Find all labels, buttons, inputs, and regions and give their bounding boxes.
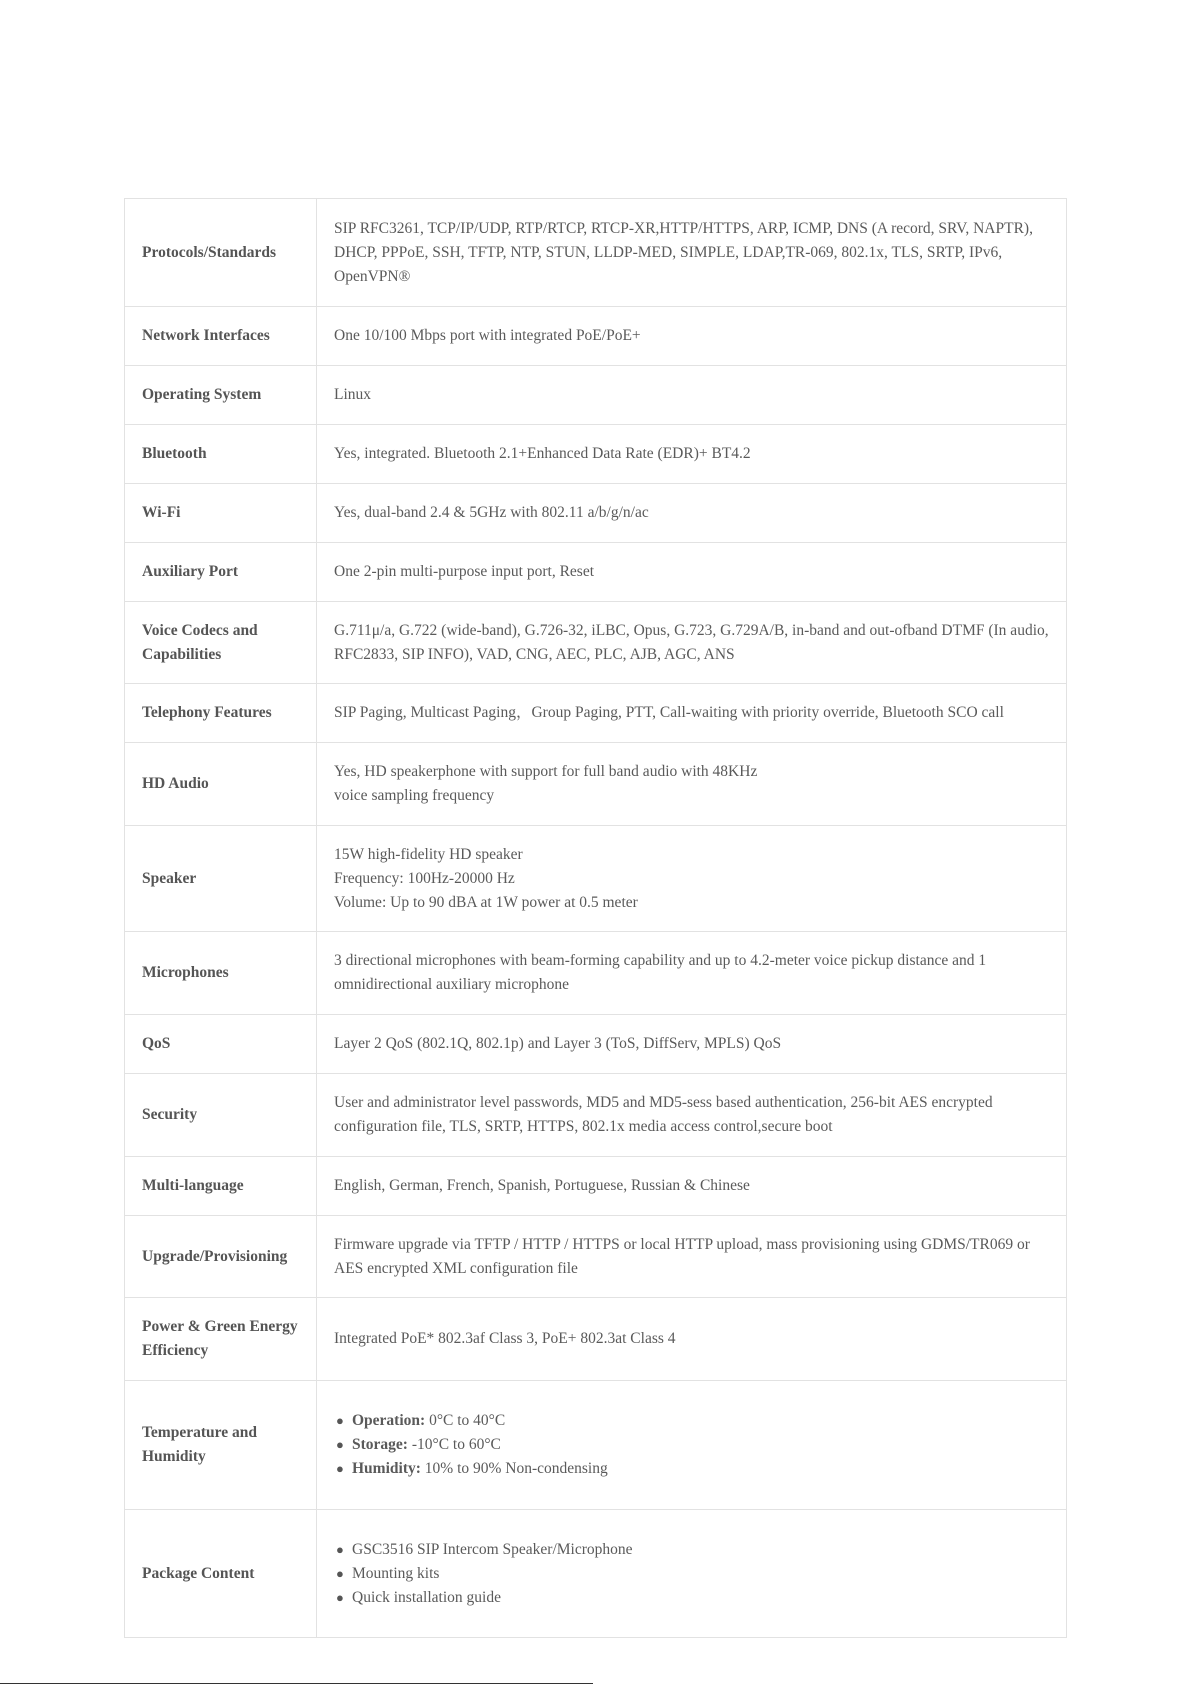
spec-row-security: [125, 1074, 1067, 1157]
spec-label: Network Interfaces: [125, 307, 317, 366]
spec-label: Temperature and Humidity: [125, 1381, 317, 1510]
bullet-text: -10°C to 60°C: [407, 1436, 501, 1453]
spec-label: Power & Green Energy Efficiency: [125, 1298, 317, 1381]
spec-label: Bluetooth: [125, 425, 317, 484]
spec-label: Upgrade/Provisioning: [125, 1216, 317, 1298]
spec-value: [317, 199, 1067, 307]
spec-value-line: English, German, French, Spanish, Portuguese, Russian & Chinese: [334, 1177, 750, 1194]
spec-label: Auxiliary Port: [125, 543, 317, 602]
bullet-item: [334, 1586, 1049, 1610]
bullet-list: [334, 1409, 1049, 1481]
spec-row-upgrade-provisioning: [125, 1216, 1067, 1298]
specifications-table-body: [125, 199, 1067, 1638]
spec-value-line: Volume: Up to 90 dBA at 1W power at 0.5 meter: [334, 893, 638, 911]
spec-value: [317, 1298, 1067, 1381]
spec-row-microphones: [125, 932, 1067, 1015]
spec-value: [317, 1074, 1067, 1157]
spec-value-line: SIP RFC3261, TCP/IP/UDP, RTP/RTCP, RTCP-XR,HTTP/HTTPS, ARP, ICMP, DNS (A record, SRV, NAPTR), DHCP, PPPoE, SSH, TFTP, NTP, STUN, LLDP-MED, SIMPLE, LDAP,TR-069, 802.1x, TLS, SRTP, IPv6, OpenVPN®: [334, 219, 1033, 285]
spec-value-line: Frequency: 100Hz-20000 Hz: [334, 869, 515, 887]
spec-value: [317, 1381, 1067, 1510]
spec-value: [317, 366, 1067, 425]
spec-row-operating-system: [125, 366, 1067, 425]
spec-value: [317, 484, 1067, 543]
spec-value: [317, 684, 1067, 743]
spec-row-wifi: [125, 484, 1067, 543]
spec-value: [317, 602, 1067, 684]
spec-row-auxiliary-port: [125, 543, 1067, 602]
spec-label: Wi-Fi: [125, 484, 317, 543]
bullet-item: [334, 1433, 1049, 1457]
spec-value-line: Firmware upgrade via TFTP / HTTP / HTTPS or local HTTP upload, mass provisioning using GDMS/TR069 or AES encrypted XML configuration file: [334, 1235, 1030, 1277]
spec-label: HD Audio: [125, 743, 317, 826]
footer-rule: [0, 1683, 593, 1684]
spec-value-line: Integrated PoE* 802.3af Class 3, PoE+ 802.3at Class 4: [334, 1330, 676, 1347]
spec-value-line: 3 directional microphones with beam-forming capability and up to 4.2-meter voice pickup distance and 1 omnidirectional auxiliary microphone: [334, 952, 987, 993]
bullet-text: 0°C to 40°C: [425, 1412, 506, 1429]
spec-row-qos: [125, 1015, 1067, 1074]
spec-value: [317, 1015, 1067, 1074]
spec-label: Package Content: [125, 1510, 317, 1638]
spec-value: [317, 826, 1067, 932]
spec-value-line: Yes, integrated. Bluetooth 2.1+Enhanced Data Rate (EDR)+ BT4.2: [334, 445, 751, 462]
bullet-list: [334, 1538, 1049, 1610]
spec-label: Multi-language: [125, 1157, 317, 1216]
spec-value: [317, 1510, 1067, 1638]
spec-value: [317, 425, 1067, 484]
specifications-table: [124, 198, 1067, 1638]
bullet-item: [334, 1409, 1049, 1433]
spec-row-telephony-features: [125, 684, 1067, 743]
bullet-term: Humidity:: [352, 1460, 421, 1477]
spec-row-speaker: [125, 826, 1067, 932]
spec-value-line: One 2-pin multi-purpose input port, Reset: [334, 563, 595, 580]
bullet-item: [334, 1538, 1049, 1562]
spec-row-power: [125, 1298, 1067, 1381]
bullet-item: [334, 1562, 1049, 1586]
spec-label: Microphones: [125, 932, 317, 1015]
spec-row-multi-language: [125, 1157, 1067, 1216]
spec-label: QoS: [125, 1015, 317, 1074]
bullet-text: Quick installation guide: [352, 1588, 501, 1606]
bullet-item: [334, 1457, 1049, 1481]
spec-value-line: G.711μ/a, G.722 (wide-band), G.726-32, iLBC, Opus, G.723, G.729A/B, in-band and out-ofband DTMF (In audio, RFC2833, SIP INFO), VAD, CNG, AEC, PLC, AJB, AGC, ANS: [334, 621, 1049, 663]
spec-value-line: SIP Paging, Multicast Paging，Group Paging, PTT, Call-waiting with priority override, Bluetooth SCO call: [334, 704, 1004, 721]
bullet-text: Mounting kits: [352, 1564, 440, 1582]
spec-value: [317, 1157, 1067, 1216]
spec-value-line: Yes, dual-band 2.4 & 5GHz with 802.11 a/b/g/n/ac: [334, 504, 649, 521]
spec-value: [317, 1216, 1067, 1298]
spec-row-bluetooth: [125, 425, 1067, 484]
spec-value-line: User and administrator level passwords, MD5 and MD5-sess based authentication, 256-bit AES encrypted configuration file, TLS, SRTP, HTTPS, 802.1x media access control,secure boot: [334, 1094, 993, 1135]
spec-value: [317, 932, 1067, 1015]
spec-value-line: Yes, HD speakerphone with support for full band audio with 48KHz: [334, 763, 758, 780]
bullet-term: Storage:: [352, 1436, 408, 1453]
spec-row-hd-audio: [125, 743, 1067, 826]
spec-value-line: Layer 2 QoS (802.1Q, 802.1p) and Layer 3 (ToS, DiffServ, MPLS) QoS: [334, 1035, 782, 1052]
spec-label: Speaker: [125, 826, 317, 932]
spec-value-line: Linux: [334, 386, 372, 403]
bullet-term: Operation:: [352, 1412, 426, 1429]
spec-value: [317, 743, 1067, 826]
spec-value-line: voice sampling frequency: [334, 787, 495, 804]
spec-row-protocols: [125, 199, 1067, 307]
spec-label: Voice Codecs and Capabilities: [125, 602, 317, 684]
spec-value-line: One 10/100 Mbps port with integrated PoE/PoE+: [334, 327, 641, 344]
spec-value: [317, 307, 1067, 366]
spec-label: Telephony Features: [125, 684, 317, 743]
spec-row-temperature: [125, 1381, 1067, 1510]
spec-row-package-content: [125, 1510, 1067, 1638]
spec-value-line: 15W high-fidelity HD speaker: [334, 845, 523, 863]
spec-row-voice-codecs: [125, 602, 1067, 684]
spec-value: [317, 543, 1067, 602]
spec-label: Protocols/Standards: [125, 199, 317, 307]
spec-row-network-interfaces: [125, 307, 1067, 366]
bullet-text: 10% to 90% Non-condensing: [420, 1460, 608, 1477]
spec-label: Operating System: [125, 366, 317, 425]
spec-label: Security: [125, 1074, 317, 1157]
bullet-text: GSC3516 SIP Intercom Speaker/Microphone: [352, 1540, 633, 1558]
